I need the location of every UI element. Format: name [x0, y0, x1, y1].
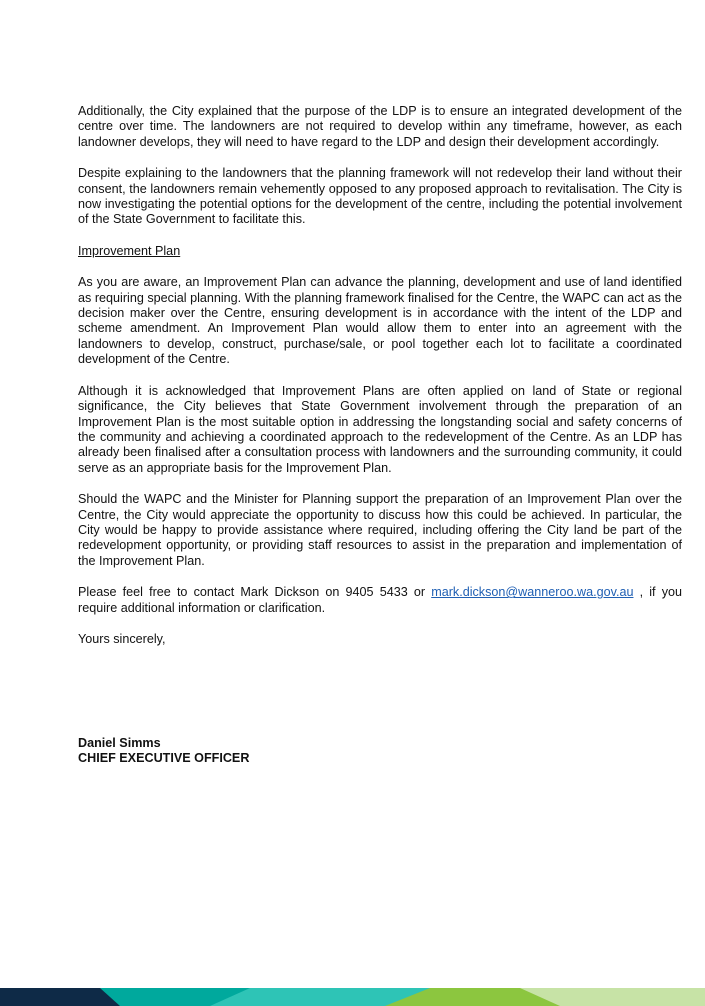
signature-block	[78, 736, 249, 767]
closing-salutation: Yours sincerely,	[78, 631, 166, 646]
paragraph-ldp-purpose: Additionally, the City explained that the purpose of the LDP is to ensure an integrated development of the centre over time. The landowners are not required to develop within any timeframe, however, as each landowner develops, they will need to have regard to the LDP and design their development accordingly.	[78, 104, 682, 149]
signatory-title: CHIEF EXECUTIVE OFFICER	[78, 751, 250, 766]
section-heading-improvement-plan: Improvement Plan	[78, 243, 181, 258]
contact-suffix: , if you require additional information or clarification.	[78, 585, 682, 615]
signatory-name: Daniel Simms	[78, 736, 161, 750]
paragraph-contact	[78, 585, 682, 616]
letter-body	[78, 104, 682, 647]
contact-prefix: Please feel free to contact Mark Dickson on 9405 5433 or	[78, 585, 432, 600]
paragraph-wapc-support: Should the WAPC and the Minister for Planning support the preparation of an Improvement Plan over the Centre, the City would appreciate the opportunity to discuss how this could be achieved. In particular, the City would be happy to provide assistance where required, including offering the City land be part of the redevelopment opportunity, or providing staff resources to assist in the preparation and implementation of the Improvement Plan.	[78, 492, 682, 568]
footer-band-navy	[0, 988, 120, 1006]
contact-email-link[interactable]: mark.dickson@wanneroo.wa.gov.au	[431, 585, 634, 600]
paragraph-landowner-opposition: Despite explaining to the landowners that the planning framework will not redevelop their land without their consent, the landowners remain vehemently opposed to any proposed approach to revitalisation. The City is now investigating the potential options for the development of the centre, including the potential involvement of the State Government to facilitate this.	[78, 166, 682, 227]
footer-brand-band	[0, 988, 705, 1006]
paragraph-state-government-involvement: Although it is acknowledged that Improvement Plans are often applied on land of State or regional significance, the City believes that State Government involvement through the preparation of an Improvement Plan is the most suitable option in addressing the longstanding social and safety concerns of the community and achieving a coordinated approach to the redevelopment of the Centre. As an LDP has already been finalised after a consultation process with landowners and the surrounding community, it could serve as an appropriate basis for the Improvement Plan.	[78, 383, 682, 475]
paragraph-improvement-plan-overview: As you are aware, an Improvement Plan can advance the planning, development and use of land identified as requiring special planning. With the planning framework finalised for the Centre, the WAPC can act as the decision maker over the Centre, ensuring development is in accordance with the intent of the LDP and scheme amendment. An Improvement Plan would allow them to enter into an agreement with the landowners to develop, construct, purchase/sale, or pool together each lot to facilitate a coordinated development of the Centre.	[78, 275, 682, 367]
